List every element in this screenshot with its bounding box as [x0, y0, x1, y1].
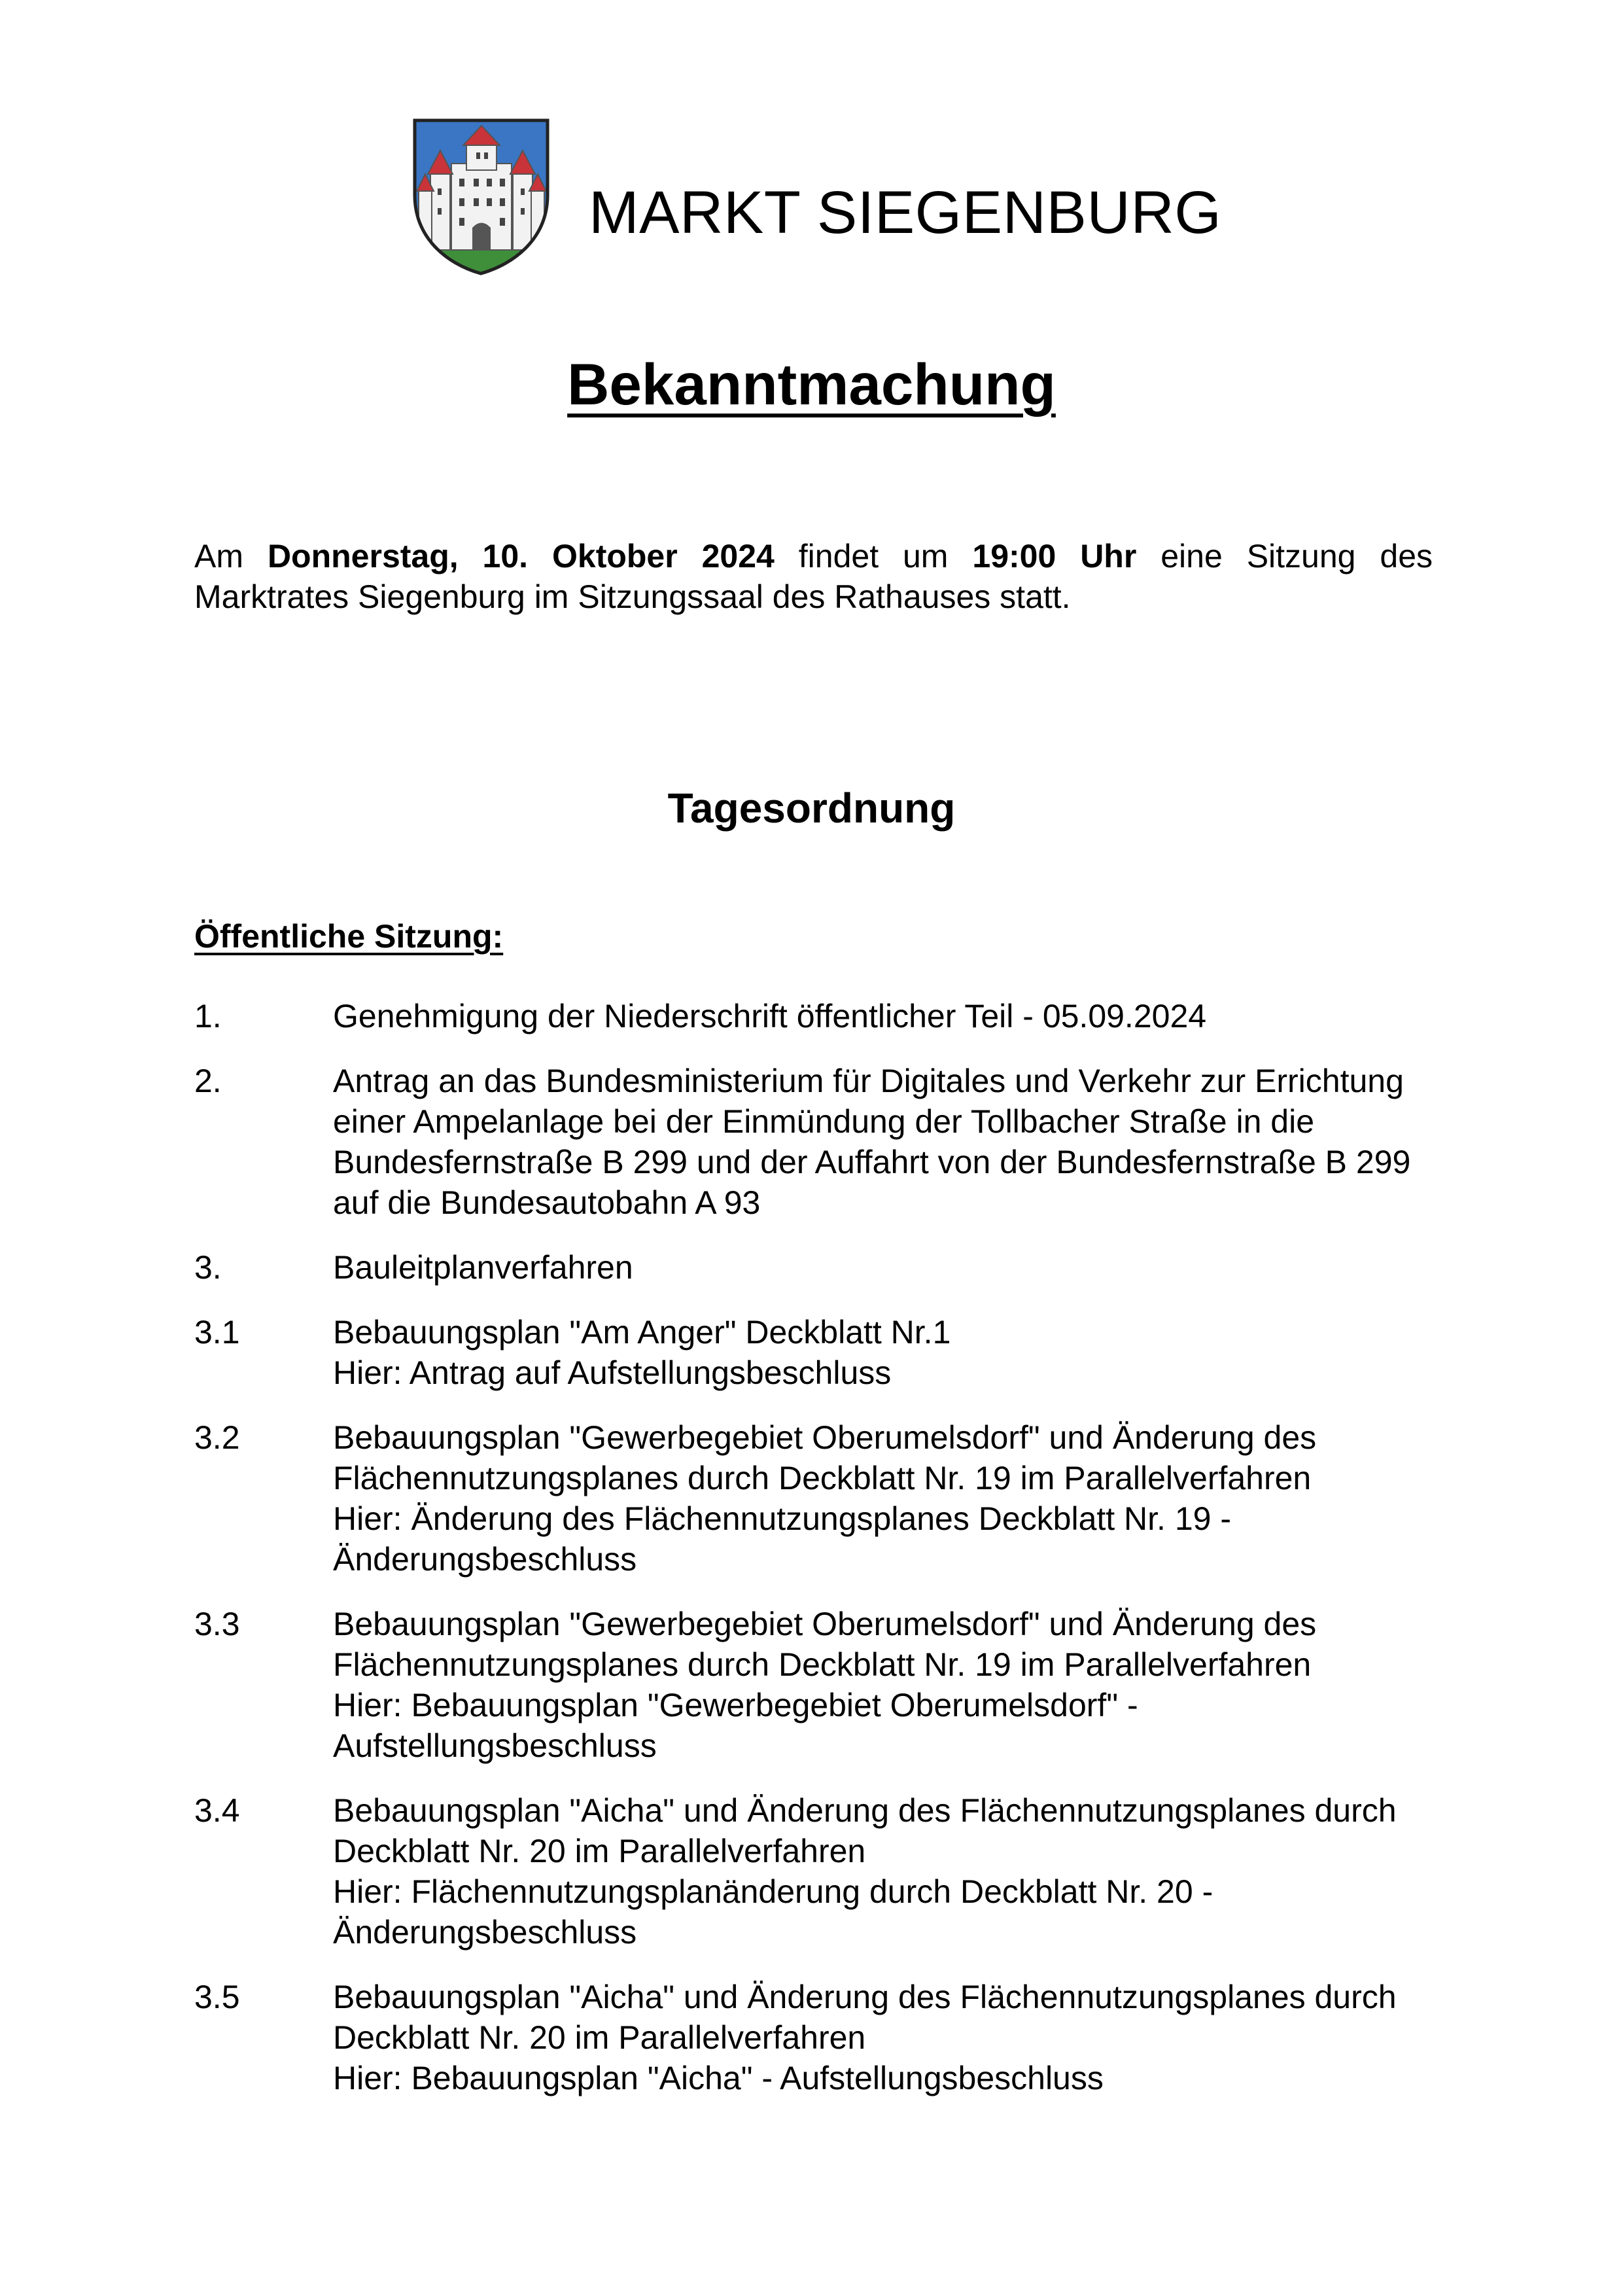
agenda-item-number: 3.3	[194, 1606, 240, 1642]
agenda-item-line: Flächennutzungsplanes durch Deckblatt Nr. 19 im Parallelverfahren	[333, 1646, 1312, 1683]
agenda-item-line: Antrag an das Bundesministerium für Digitales und Verkehr zur Errichtung	[333, 1063, 1404, 1099]
agenda-item	[194, 996, 1437, 1036]
agenda-item-text	[333, 1977, 1437, 2098]
agenda-item-line: Bebauungsplan "Am Anger" Deckblatt Nr.1	[333, 1314, 951, 1351]
agenda-item-number: 3.4	[194, 1792, 240, 1829]
agenda-item-line: Hier: Flächennutzungsplanänderung durch Deckblatt Nr. 20 -	[333, 1873, 1213, 1910]
agenda-item-line: Änderungsbeschluss	[333, 1914, 637, 1951]
agenda-item-line: Änderungsbeschluss	[333, 1541, 637, 1578]
intro-paragraph	[194, 536, 1433, 617]
coat-of-arms-icon	[411, 116, 551, 277]
agenda-item	[194, 1247, 1437, 1288]
agenda-list	[194, 996, 1437, 2123]
intro-line-1	[194, 536, 1433, 576]
intro-text-1: Am	[194, 538, 268, 574]
agenda-item-line: Flächennutzungsplanes durch Deckblatt Nr. 19 im Parallelverfahren	[333, 1460, 1312, 1496]
agenda-item-text	[333, 1604, 1437, 1766]
agenda-item-text	[333, 1312, 1437, 1393]
agenda-item-number: 3.2	[194, 1419, 240, 1456]
intro-line-2: Marktrates Siegenburg im Sitzungssaal des Rathauses statt.	[194, 578, 1071, 615]
agenda-item	[194, 1977, 1437, 2098]
agenda-item-number: 3.	[194, 1249, 222, 1286]
intro-text-2: findet um	[774, 538, 973, 574]
meeting-date: Donnerstag, 10. Oktober 2024	[267, 538, 775, 574]
agenda-item-line: Hier: Änderung des Flächennutzungsplanes Deckblatt Nr. 19 -	[333, 1500, 1231, 1537]
agenda-item-text	[333, 1061, 1437, 1223]
agenda-item-line: Bebauungsplan "Gewerbegebiet Oberumelsdorf" und Änderung des	[333, 1419, 1317, 1456]
agenda-item	[194, 1604, 1437, 1766]
agenda-title: Tagesordnung	[667, 785, 956, 832]
agenda-item-line: Deckblatt Nr. 20 im Parallelverfahren	[333, 2019, 866, 2056]
section-title: Öffentliche Sitzung:	[194, 918, 504, 955]
agenda-item-number: 2.	[194, 1063, 222, 1099]
agenda-item-line: Hier: Antrag auf Aufstellungsbeschluss	[333, 1354, 892, 1391]
agenda-item-line: Deckblatt Nr. 20 im Parallelverfahren	[333, 1833, 866, 1869]
agenda-item-number: 3.1	[194, 1314, 240, 1351]
agenda-item-line: Hier: Bebauungsplan "Gewerbegebiet Oberumelsdorf" -	[333, 1687, 1138, 1723]
agenda-item-line: Aufstellungsbeschluss	[333, 1727, 657, 1764]
agenda-item	[194, 1312, 1437, 1393]
agenda-item-line: Bauleitplanverfahren	[333, 1249, 633, 1286]
agenda-item-text	[333, 1417, 1437, 1580]
agenda-item-line: Bundesfernstraße B 299 und der Auffahrt von der Bundesfernstraße B 299	[333, 1144, 1411, 1180]
agenda-item-text	[333, 1247, 1437, 1288]
agenda-item-line: Bebauungsplan "Aicha" und Änderung des Flächennutzungsplanes durch	[333, 1979, 1397, 2015]
agenda-item-line: Bebauungsplan "Aicha" und Änderung des Flächennutzungsplanes durch	[333, 1792, 1397, 1829]
agenda-item-number: 1.	[194, 998, 222, 1034]
intro-text-3: eine Sitzung des	[1136, 538, 1433, 574]
meeting-time: 19:00 Uhr	[972, 538, 1137, 574]
agenda-item-line: Hier: Bebauungsplan "Aicha" - Aufstellungsbeschluss	[333, 2060, 1104, 2096]
agenda-item	[194, 1417, 1437, 1580]
agenda-item-line: einer Ampelanlage bei der Einmündung der Tollbacher Straße in die	[333, 1103, 1315, 1140]
agenda-item-text	[333, 996, 1437, 1036]
document-title	[0, 348, 1623, 420]
agenda-item-line: auf die Bundesautobahn A 93	[333, 1184, 761, 1221]
municipality-name: MARKT SIEGENBURG	[589, 179, 1222, 246]
document-title-text: Bekanntmachung	[567, 351, 1056, 417]
agenda-item	[194, 1061, 1437, 1223]
agenda-item-number: 3.5	[194, 1979, 240, 2015]
agenda-item-text	[333, 1790, 1437, 1952]
agenda-item-line: Genehmigung der Niederschrift öffentlicher Teil - 05.09.2024	[333, 998, 1207, 1034]
agenda-item	[194, 1790, 1437, 1952]
agenda-item-line: Bebauungsplan "Gewerbegebiet Oberumelsdorf" und Änderung des	[333, 1606, 1317, 1642]
